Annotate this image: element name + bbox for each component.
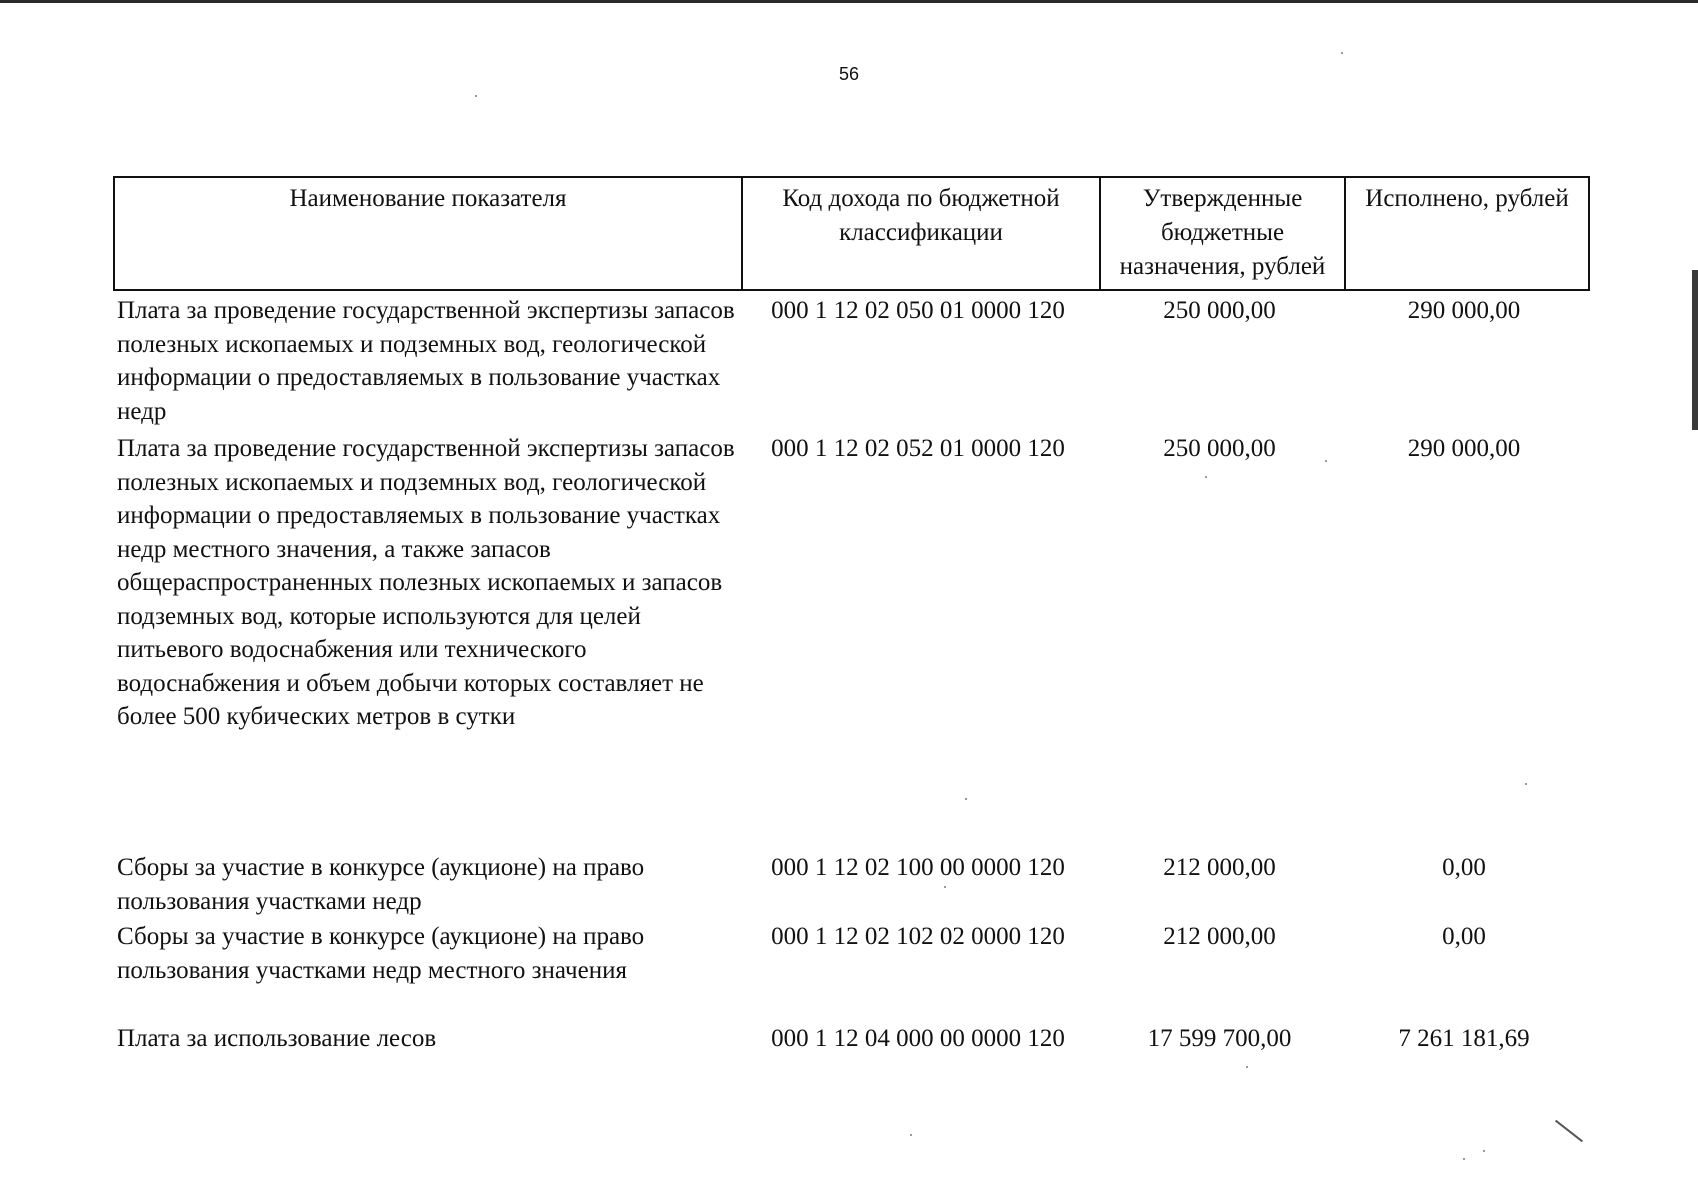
scan-speck (475, 95, 477, 97)
header-code: Код дохода по бюджетной классификации (741, 178, 1099, 289)
row-code: 000 1 12 04 000 00 0000 120 (771, 1025, 1065, 1052)
row-name: Плата за использование лесов (117, 1025, 437, 1052)
row-approved: 250 000,00 (1163, 435, 1276, 462)
row-executed: 7 261 181,69 (1398, 1025, 1530, 1052)
row-code: 000 1 12 02 102 02 0000 120 (771, 923, 1065, 950)
row-code: 000 1 12 02 050 01 0000 120 (771, 297, 1065, 324)
scan-speck (1341, 52, 1343, 54)
row-code: 000 1 12 02 052 01 0000 120 (771, 435, 1065, 462)
scan-speck (965, 798, 967, 800)
header-approved: Утвержденные бюджетные назначения, рублей (1099, 178, 1344, 289)
row-name: Сборы за участие в конкурсе (аукционе) на право пользования участками недр местного значения (117, 923, 645, 984)
header-name: Наименование показателя (289, 185, 567, 212)
row-name: Плата за проведение государственной экспертизы запасов полезных ископаемых и подземных вод, геологической информации о предоставляемых в пользование участках недр местного значения, а также запасов общераспространенных полезных ископаемых и запасов подземных вод, которые используются для целей питьевого водоснабжения или технического водоснабжения и объем добычи которых составляет не более 500 кубических метров в сутки (117, 435, 735, 730)
scan-speck (1325, 460, 1327, 462)
scan-speck (1483, 1150, 1485, 1152)
row-executed: 290 000,00 (1407, 297, 1521, 324)
scan-speck (1463, 1158, 1465, 1160)
row-approved: 212 000,00 (1163, 923, 1276, 950)
row-executed: 290 000,00 (1407, 435, 1521, 462)
row-name: Плата за проведение государственной экспертизы запасов полезных ископаемых и подземных вод, геологической информации о предоставляемых в пользование участках недр (117, 297, 735, 425)
scan-border-right (1692, 270, 1698, 430)
scan-mark (1555, 1120, 1583, 1143)
scan-border-top (0, 0, 1698, 3)
scan-speck (944, 886, 946, 888)
row-code: 000 1 12 02 100 00 0000 120 (771, 854, 1065, 881)
row-executed: 0,00 (1442, 854, 1486, 881)
row-approved: 250 000,00 (1163, 297, 1276, 324)
page-number: 56 (838, 64, 860, 84)
scan-speck (1525, 783, 1527, 785)
header-executed: Исполнено, рублей (1344, 178, 1588, 289)
row-name: Сборы за участие в конкурсе (аукционе) на право пользования участками недр (117, 854, 645, 915)
row-executed: 0,00 (1442, 923, 1486, 950)
scan-speck (910, 1134, 912, 1136)
row-approved: 212 000,00 (1163, 854, 1276, 881)
table-header (113, 176, 1590, 291)
scan-speck (1246, 1066, 1248, 1068)
row-approved: 17 599 700,00 (1147, 1025, 1292, 1052)
scan-speck (1205, 476, 1207, 478)
